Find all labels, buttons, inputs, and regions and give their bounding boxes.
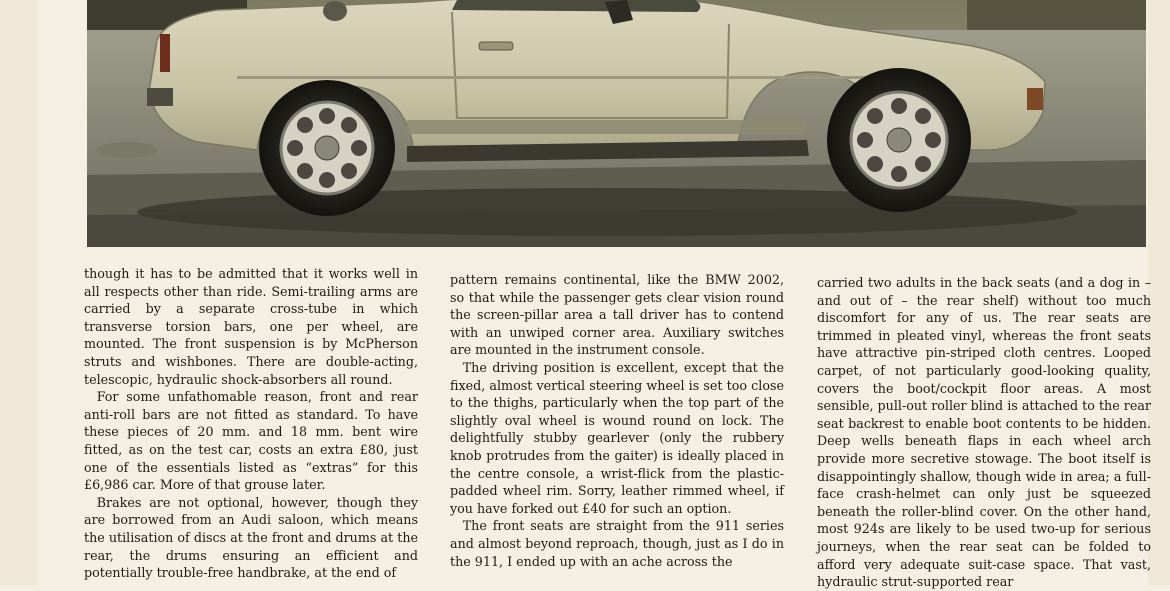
text-column-2 — [450, 271, 784, 570]
paragraph: Brakes are not optional, however, though they are borrowed from an Audi saloon, which means the utilisation of discs at the front and drums at the rear, the drums ensuring an efficient and potentially trouble-free handbrake, at the end of — [84, 494, 418, 581]
paragraph: The driving position is excellent, except that the fixed, almost vertical steering wheel is set too close to the thighs, particularly when the top part of the slightly oval wheel is wound round on lock. The delightfully stubby gearlever (only the rubbery knob protrudes from the gaiter) is ideally placed in the centre console, a wrist-flick from the plastic-padded wheel rim. Sorry, leather rimmed wheel, if you have forked out £40 for such an option. — [450, 359, 784, 516]
paragraph: For some unfathomable reason, front and rear anti-roll bars are not fitted as standard. To have these pieces of 20 mm. and 18 mm. bent wire fitted, as on the test car, costs an extra £80, just one of the essentials listed as “extras” for this £6,986 car. More of that grouse later. — [84, 389, 418, 493]
text-column-3 — [817, 274, 1151, 591]
paragraph: though it has to be admitted that it works well in all respects other than ride. Semi-trailing arms are carried by a separate cross-tube in which transverse torsion bars, one per wheel, are mounted. The front suspension is by McPherson struts and wishbones. There are double-acting, telescopic, hydraulic shock-absorbers all round. — [84, 266, 418, 387]
text-column-1 — [84, 265, 418, 582]
page-margin-left — [0, 0, 38, 585]
car-photograph — [87, 0, 1146, 247]
paragraph: carried two adults in the back seats (and a dog in – and out of – the rear shelf) without too much discomfort for any of us. The rear seats are trimmed in pleated vinyl, whereas the front seats have attractive pin-striped cloth centres. Looped carpet, of not particularly good-looking quality, covers the boot/cockpit floor areas. A most sensible, pull-out roller blind is attached to the rear seat backrest to enable boot contents to be hidden. Deep wells beneath flaps in each wheel arch provide more secretive stowage. The boot itself is disappointingly shallow, though wide in area; a full-face crash-helmet can only just be squeezed beneath the roller-blind cover. On the other hand, most 924s are likely to be used two-up for serious journeys, when the rear seat can be folded to afford very adequate suit-case space. That vast, hydraulic strut-supported rear — [817, 275, 1151, 590]
paragraph: pattern remains continental, like the BMW 2002, so that while the passenger gets clear vision round the screen-pillar area a tall driver has to contend with an unwiped corner area. Auxiliary switches are mounted in the instrument console. — [450, 272, 784, 358]
paragraph: The front seats are straight from the 911 series and almost beyond reproach, though, just as I do in the 911, I ended up with an ache across the — [450, 518, 784, 569]
page-margin-right — [1148, 0, 1170, 585]
